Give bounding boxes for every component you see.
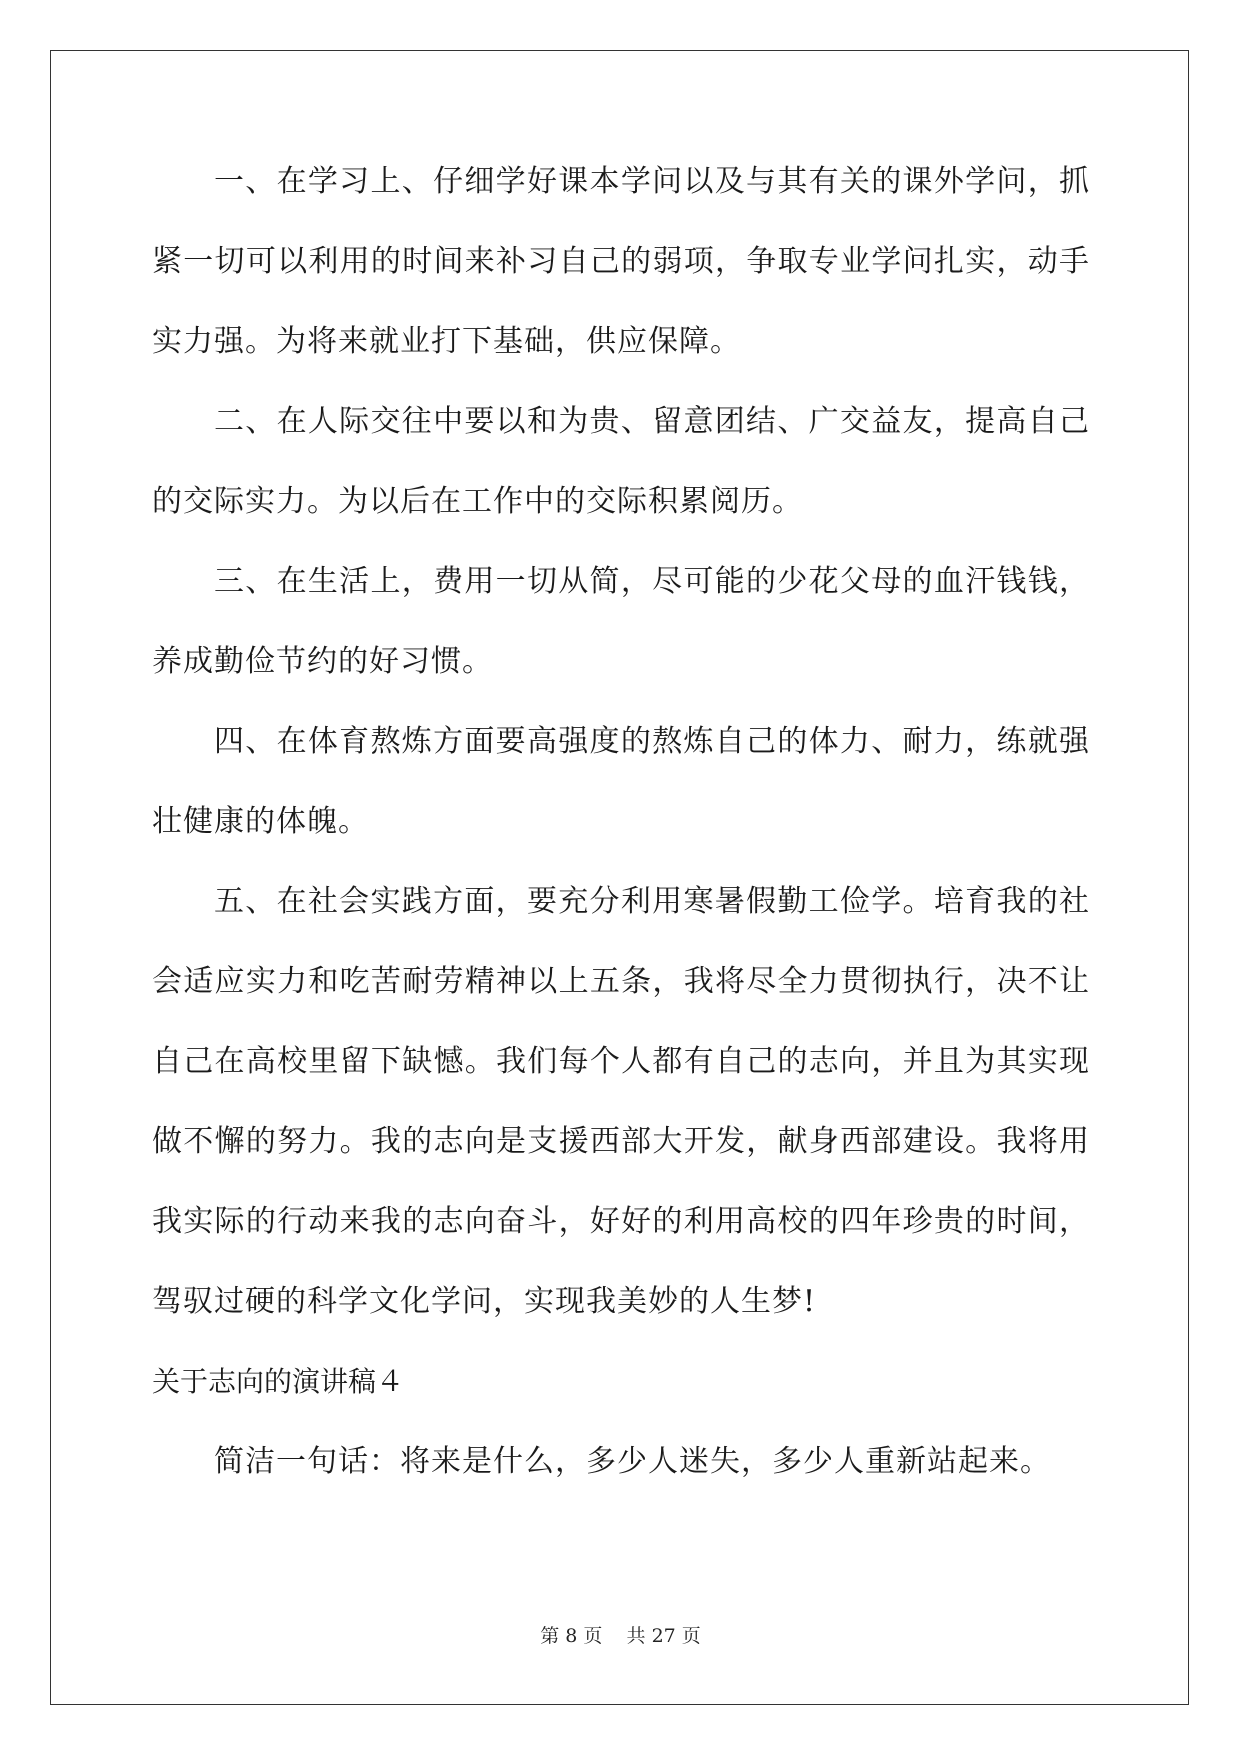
paragraph-line: 紧一切可以利用的时间来补习自己的弱项，争取专业学问扎实，动手 [152, 244, 1090, 279]
paragraph-line: 三、在生活上，费用一切从简，尽可能的少花父母的血汗钱钱， [214, 564, 1090, 599]
paragraph-line: 驾驭过硬的科学文化学问，实现我美妙的人生梦! [152, 1284, 817, 1319]
paragraph-line: 二、在人际交往中要以和为贵、留意团结、广交益友，提高自己 [214, 404, 1090, 439]
paragraph-line: 简洁一句话：将来是什么，多少人迷失，多少人重新站起来。 [214, 1444, 1051, 1479]
page-total: 共 27 页 [626, 1625, 701, 1647]
paragraph-line: 我实际的行动来我的志向奋斗，好好的利用高校的四年珍贵的时间， [152, 1204, 1090, 1239]
paragraph-line: 自己在高校里留下缺憾。我们每个人都有自己的志向，并且为其实现 [152, 1044, 1090, 1079]
paragraph-line: 四、在体育熬炼方面要高强度的熬炼自己的体力、耐力，练就强 [214, 724, 1090, 759]
paragraph-line: 的交际实力。为以后在工作中的交际积累阅历。 [152, 484, 803, 519]
paragraph-line: 做不懈的努力。我的志向是支援西部大开发，献身西部建设。我将用 [152, 1124, 1090, 1159]
paragraph-line: 五、在社会实践方面，要充分利用寒暑假勤工俭学。培育我的社 [214, 884, 1090, 919]
page-number: 第 8 页 [540, 1625, 603, 1647]
paragraph-line: 会适应实力和吃苦耐劳精神以上五条，我将尽全力贯彻执行，决不让 [152, 964, 1090, 999]
paragraph-line: 实力强。为将来就业打下基础，供应保障。 [152, 324, 741, 359]
paragraph-line: 一、在学习上、仔细学好课本学问以及与其有关的课外学问，抓 [214, 164, 1090, 199]
page-footer [0, 1624, 1241, 1648]
section-heading: 关于志向的演讲稿４ [152, 1365, 405, 1398]
paragraph-line: 养成勤俭节约的好习惯。 [152, 644, 493, 679]
document-body [152, 162, 1090, 1522]
paragraph-line: 壮健康的体魄。 [152, 804, 369, 839]
